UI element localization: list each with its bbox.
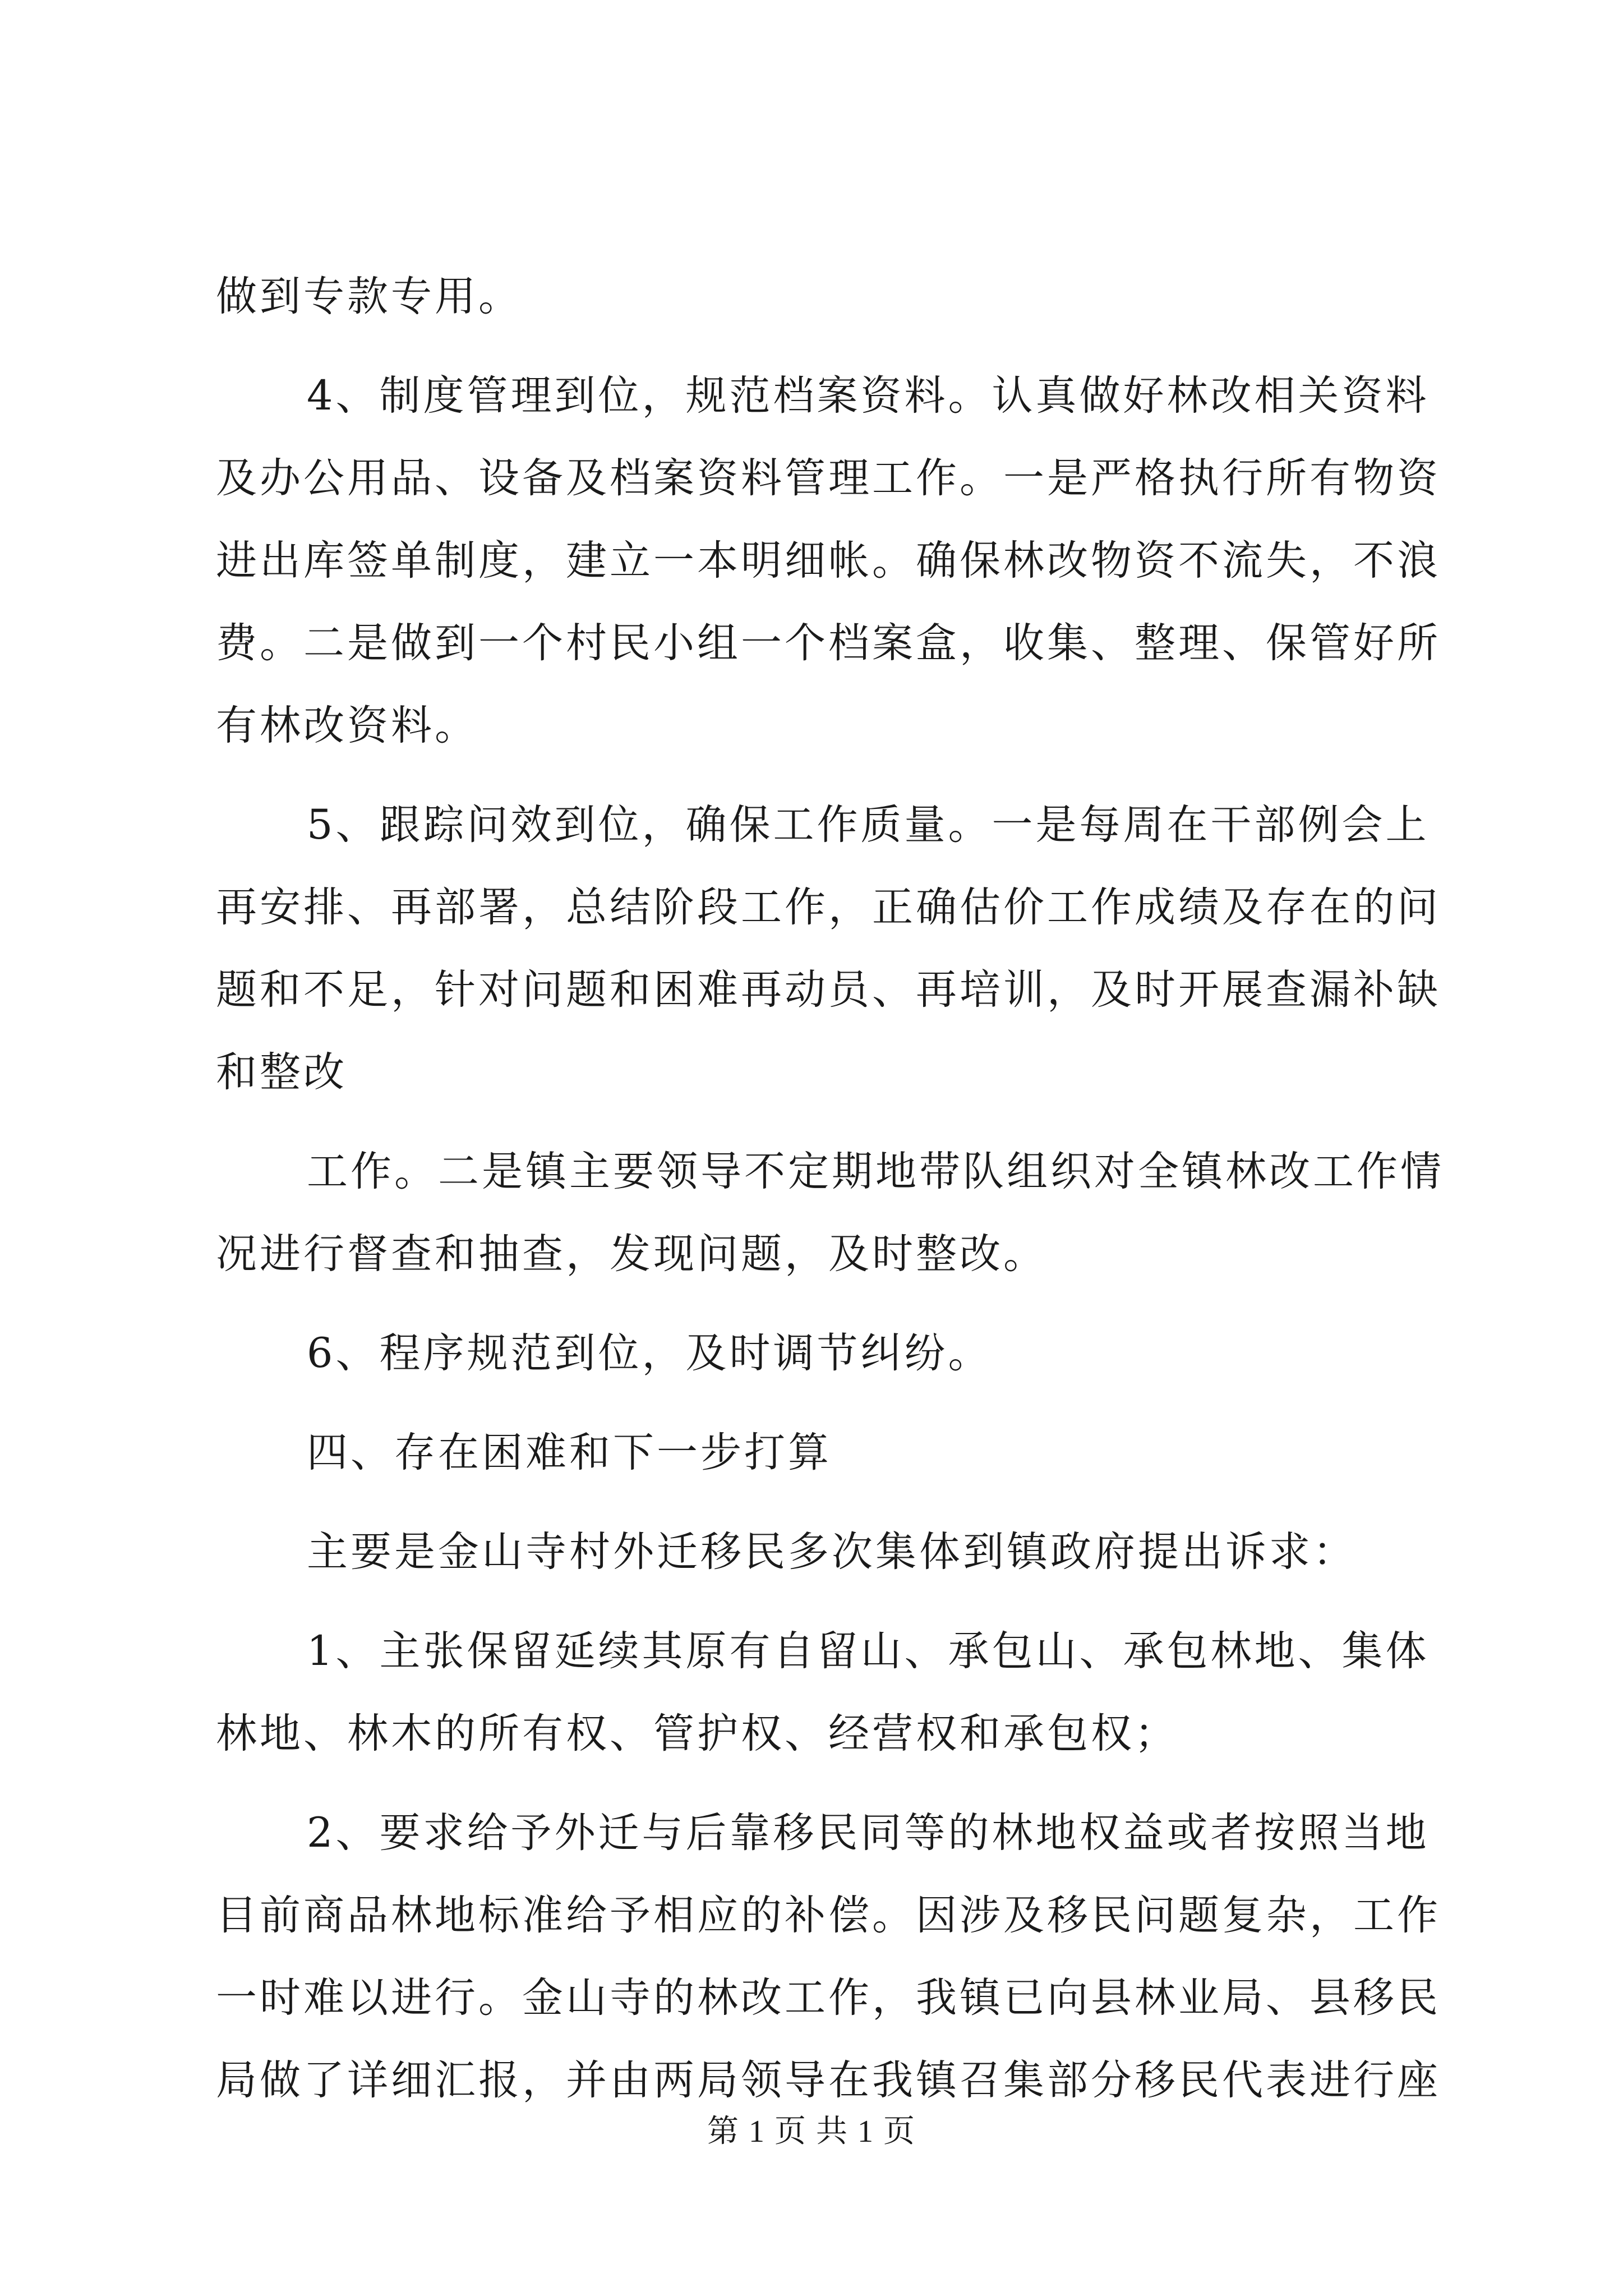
text-line-content: 目前商品林地标准给予相应的补偿。因涉及移民问题复杂，工作	[216, 1892, 1441, 1939]
text-line-content: 做到专款专用。	[216, 273, 522, 320]
text-line	[216, 1692, 1416, 1775]
text-line-content: 主要是金山寺村外迁移民多次集体到镇政府提出诉求：	[307, 1528, 1357, 1576]
text-line	[216, 1031, 1416, 1114]
text-line-content: 及办公用品、设备及档案资料管理工作。一是严格执行所有物资	[216, 454, 1441, 502]
text-line-content: 况进行督查和抽查，发现问题，及时整改。	[216, 1230, 1047, 1278]
text-line	[216, 1411, 1416, 1494]
text-line-content: 进出库签单制度，建立一本明细帐。确保林改物资不流失，不浪	[216, 537, 1441, 585]
text-line	[216, 1610, 1430, 1692]
page-footer: 第 1 页 共 1 页	[707, 2114, 916, 2149]
text-line-content: 题和不足，针对问题和困难再动员、再培训，及时开展查漏补缺	[216, 966, 1441, 1014]
text-line	[216, 437, 1441, 519]
text-line-content: 4、制度管理到位，规范档案资料。认真做好林改相关资料	[307, 372, 1430, 420]
text-line	[216, 1511, 1416, 1593]
text-line	[216, 1213, 1416, 1295]
body-text	[216, 255, 1444, 2122]
text-line	[216, 866, 1441, 949]
text-line-content: 再安排、再部署，总结阶段工作，正确估价工作成绩及存在的问	[216, 884, 1441, 931]
text-line-content: 工作。二是镇主要领导不定期地带队组织对全镇林改工作情	[307, 1148, 1444, 1195]
text-line-content: 林地、林木的所有权、管护权、经营权和承包权；	[216, 1710, 1178, 1757]
text-line-content: 有林改资料。	[216, 702, 478, 749]
text-line-content: 6、程序规范到位，及时调节纠纷。	[307, 1329, 992, 1377]
text-line	[216, 602, 1441, 684]
text-line	[216, 355, 1430, 437]
text-line-content: 四、存在困难和下一步打算	[307, 1429, 832, 1476]
text-line	[216, 784, 1430, 866]
text-line	[216, 255, 1416, 338]
text-line-content: 一时难以进行。金山寺的林改工作，我镇已向县林业局、县移民	[216, 1974, 1441, 2022]
text-line-content: 5、跟踪问效到位，确保工作质量。一是每周在干部例会上	[307, 801, 1430, 849]
text-line-content: 费。二是做到一个村民小组一个档案盒，收集、整理、保管好所	[216, 619, 1441, 667]
text-line	[216, 519, 1441, 602]
text-line	[216, 1874, 1441, 1957]
text-line	[216, 1130, 1444, 1213]
text-line	[216, 684, 1416, 767]
text-line-content: 1、主张保留延续其原有自留山、承包山、承包林地、集体	[307, 1627, 1430, 1675]
text-line-content: 和整改	[216, 1048, 347, 1096]
text-line	[216, 1792, 1430, 1874]
text-line-content: 2、要求给予外迁与后靠移民同等的林地权益或者按照当地	[307, 1809, 1430, 1857]
text-line-content: 局做了详细汇报，并由两局领导在我镇召集部分移民代表进行座	[216, 2056, 1441, 2104]
text-line	[216, 1312, 1416, 1395]
text-line	[216, 949, 1441, 1031]
text-line	[216, 1957, 1441, 2039]
